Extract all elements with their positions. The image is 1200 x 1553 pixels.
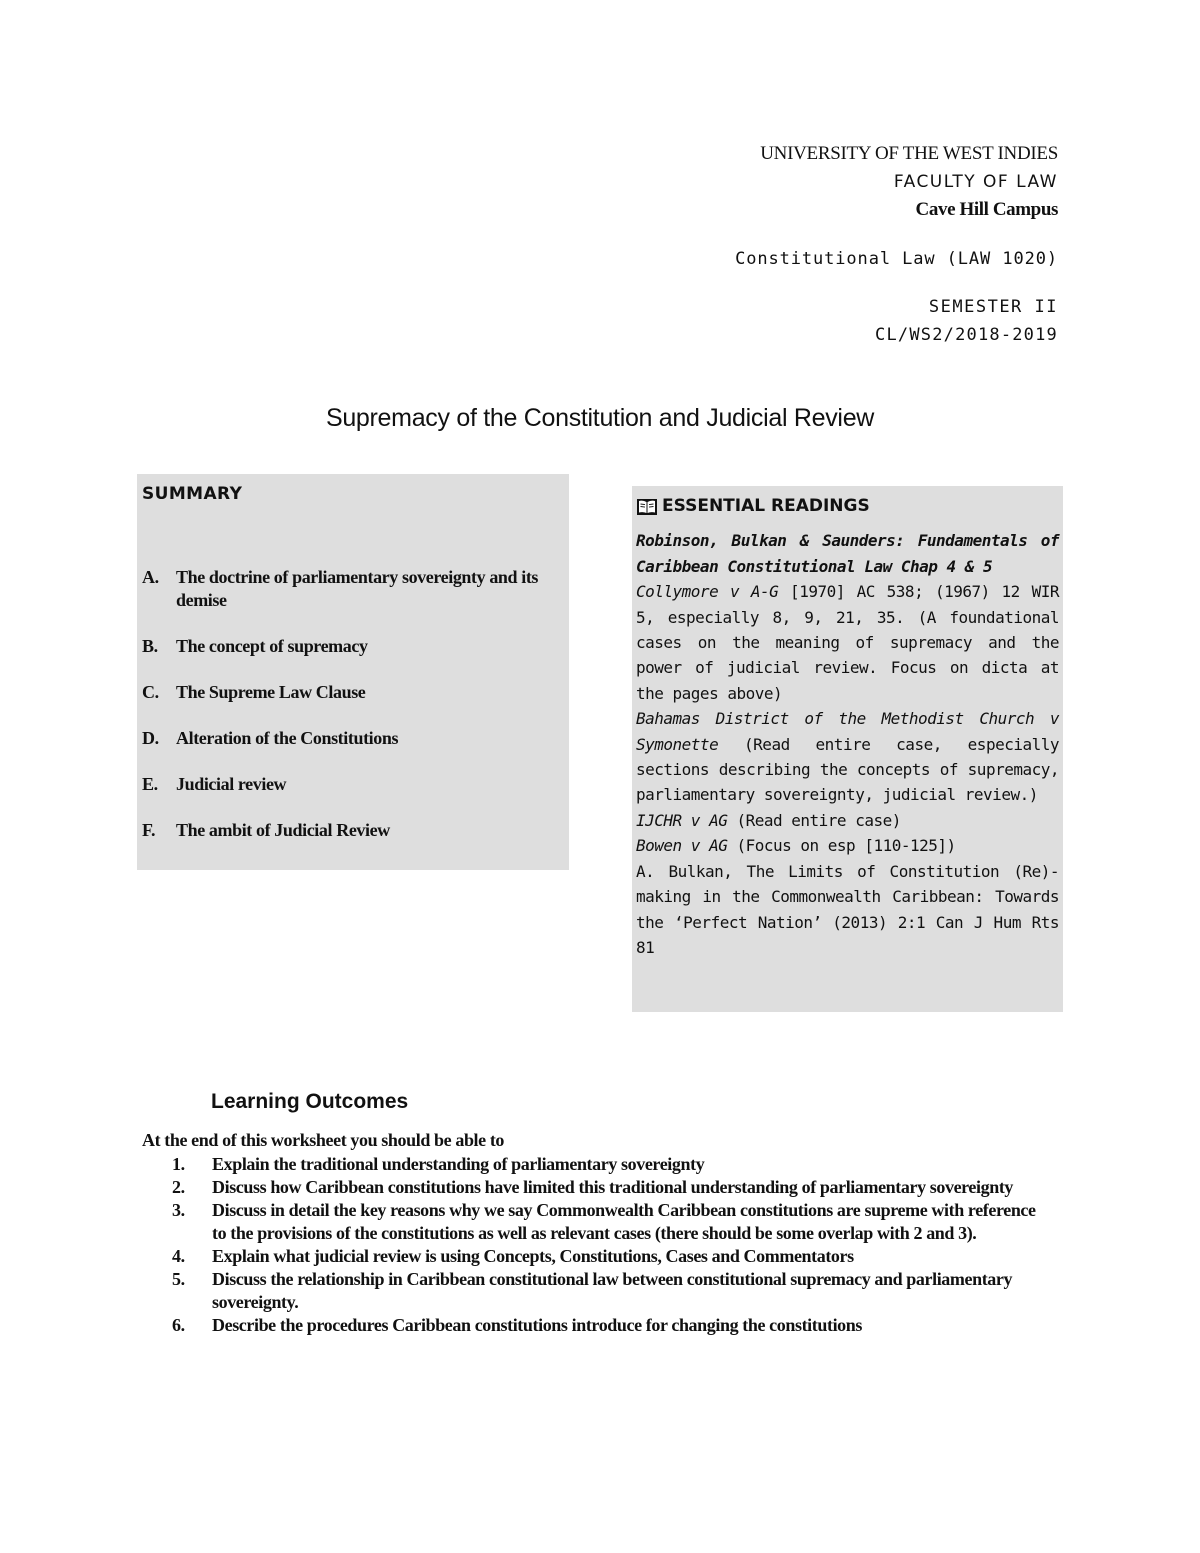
outcome-text: Describe the procedures Caribbean constitutions introduce for changing the constitutions [212,1315,862,1335]
reading-item [636,706,1059,808]
outcome-number: 1. [172,1154,185,1174]
outcome-number: 5. [172,1269,185,1289]
outcome-text: Explain the traditional understanding of parliamentary sovereignty [212,1154,705,1174]
reading-details: (Focus on esp [110-125]) [727,836,956,856]
summary-item [142,635,563,658]
reading-article: A. Bulkan, The Limits of Constitution (Re)-making in the Commonwealth Caribbean: Towards the ‘Perfect Nation’ (2013) 2:1 Can J Hum Rts 81 [636,861,1059,957]
summary-item-letter: C. [142,682,159,702]
summary-item-letter: F. [142,820,156,840]
summary-item [142,819,563,842]
reading-item [636,528,1059,579]
reading-item [636,808,1059,833]
summary-box [137,474,569,870]
learning-outcomes-heading: Learning Outcomes [211,1090,409,1113]
reading-case-name: Collymore v A-G [636,582,779,602]
readings-heading [636,494,1059,519]
outcome-number: 4. [172,1246,185,1266]
document-header [735,140,1058,349]
summary-item [142,681,563,704]
essential-readings-box [632,486,1063,1012]
reading-case-name: IJCHR v AG [636,810,728,830]
worksheet-code: CL/WS2/2018-2019 [875,325,1058,345]
reading-book-title: Robinson, Bulkan & Saunders: Fundamentals of Caribbean Constitutional Law Chap 4 & 5 [636,531,1059,576]
summary-item-letter: D. [142,728,159,748]
summary-item [142,566,563,612]
semester-label: SEMESTER II [928,297,1058,317]
outcome-item [172,1268,1052,1314]
learning-outcomes-list [172,1153,1052,1337]
reading-details: (Read entire case) [727,810,901,830]
summary-item-letter: E. [142,774,158,794]
readings-heading-label: ESSENTIAL READINGS [662,496,870,516]
outcome-text: Discuss how Caribbean constitutions have limited this traditional understanding of parliamentary sovereignty [212,1177,1014,1197]
reading-item [636,859,1059,961]
summary-item [142,727,563,750]
summary-item-text: The Supreme Law Clause [176,682,366,702]
reading-case-name: Bahamas District of the Methodist Church v Symonette [636,709,1059,754]
summary-list [142,566,563,842]
reading-details: (Read entire case, especially sections describing the concepts of supremacy, parliamentary sovereignty, judicial review.) [636,734,1059,805]
outcome-text: Explain what judicial review is using Concepts, Constitutions, Cases and Commentators [212,1246,854,1266]
reading-case-name: Bowen v AG [636,836,728,856]
learning-outcomes-intro: At the end of this worksheet you should be able to [142,1130,505,1150]
outcome-item [172,1176,1052,1199]
course-title: Constitutional Law (LAW 1020) [735,249,1058,269]
summary-item [142,773,563,796]
reading-item [636,579,1059,706]
outcome-number: 6. [172,1315,185,1335]
reading-item [636,833,1059,858]
outcome-text: Discuss in detail the key reasons why we say Commonwealth Caribbean constitutions are supreme with reference to the provisions of the constitutions as well as relevant cases (there should be some overlap with 2 and 3). [212,1200,1036,1243]
page-title: Supremacy of the Constitution and Judicial Review [325,404,875,432]
summary-item-text: Alteration of the Constitutions [176,728,399,748]
university-name: UNIVERSITY OF THE WEST INDIES [760,143,1058,164]
outcome-number: 2. [172,1177,185,1197]
summary-item-text: Judicial review [176,774,287,794]
outcome-item [172,1245,1052,1268]
campus-name: Cave Hill Campus [915,199,1058,220]
summary-heading: SUMMARY [142,484,243,504]
book-icon [636,497,658,517]
faculty-name: FACULTY OF LAW [893,172,1058,192]
summary-item-text: The doctrine of parliamentary sovereignty and its demise [176,567,539,610]
outcome-item [172,1314,1052,1337]
summary-item-letter: A. [142,567,159,587]
outcome-text: Discuss the relationship in Caribbean constitutional law between constitutional supremacy and parliamentary sovereignty. [212,1269,1013,1312]
summary-item-letter: B. [142,636,158,656]
outcome-item [172,1199,1052,1245]
outcome-item [172,1153,1052,1176]
reading-details: [1970] AC 538; (1967) 12 WIR 5, especially 8, 9, 21, 35. (A foundational cases on the meaning of supremacy and the power of judicial review. Focus on dicta at the pages above) [636,582,1059,703]
outcome-number: 3. [172,1200,185,1220]
summary-item-text: The concept of supremacy [176,636,368,656]
summary-item-text: The ambit of Judicial Review [176,820,390,840]
